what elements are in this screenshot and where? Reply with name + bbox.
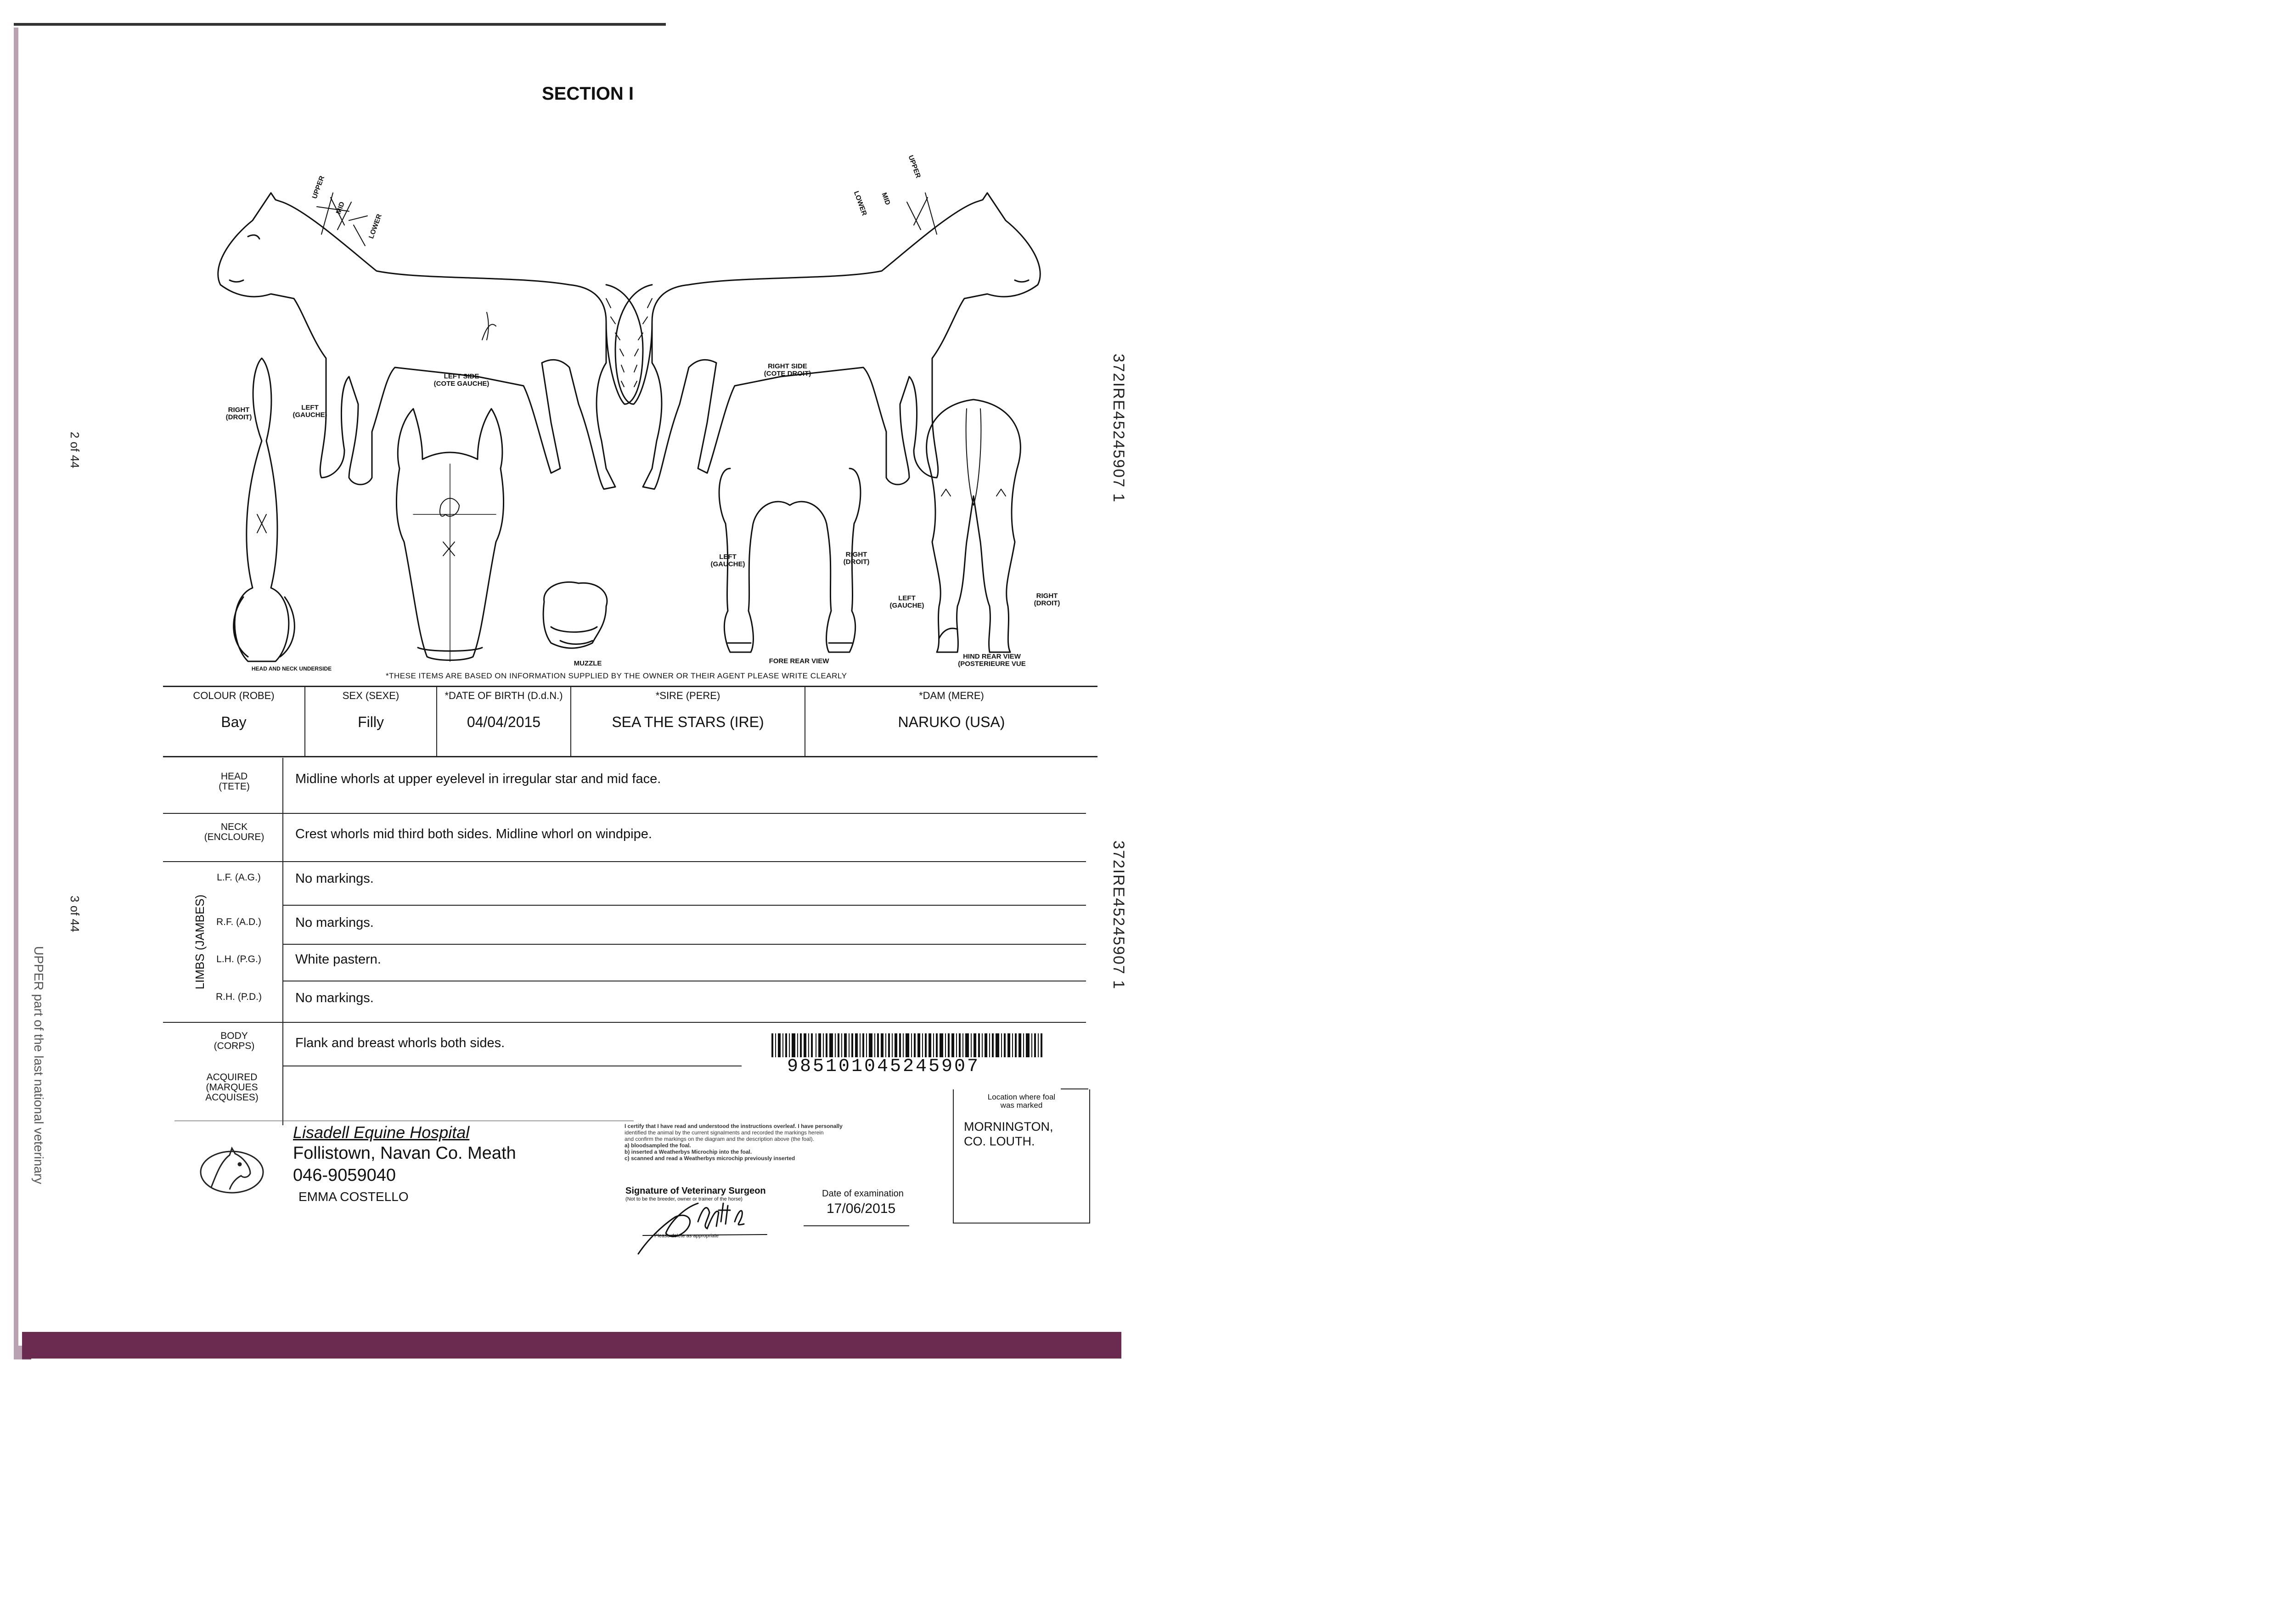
microchip-barcode	[771, 1033, 1042, 1057]
location-value: MORNINGTON, CO. LOUTH.	[964, 1120, 1053, 1148]
limbs-label: LIMBS (JAMBES)	[193, 894, 207, 990]
rh-markings: No markings.	[295, 991, 374, 1005]
cert-line: b) inserted a Weatherbys Microchip into the foal.	[625, 1149, 752, 1155]
fore-right-label: RIGHT (DROIT)	[843, 551, 870, 566]
location-box-top	[1061, 1088, 1088, 1089]
acquired-label: ACQUIRED (MARQUES ACQUISES)	[205, 1072, 259, 1103]
location-label: Location where foal was marked	[987, 1093, 1056, 1110]
dob-value: 04/04/2015	[467, 714, 541, 730]
identity-table	[163, 686, 1097, 757]
sire-label: *SIRE (PERE)	[655, 690, 720, 701]
row-rule	[163, 1022, 1086, 1023]
body-label: BODY (CORPS)	[214, 1031, 255, 1051]
dam-label: *DAM (MERE)	[919, 690, 984, 701]
passport-number-lower: 372IRE45245907 1	[1110, 840, 1127, 990]
muzzle-diagram	[543, 582, 607, 648]
right-side-label: RIGHT SIDE (COTE DROIT)	[764, 362, 811, 378]
vet-name: EMMA COSTELLO	[298, 1190, 409, 1204]
hind-rear-view-label: HIND REAR VIEW (POSTERIEURE VUE	[958, 653, 1026, 668]
head-markings: Midline whorls at upper eyelevel in irregular star and mid face.	[295, 772, 661, 786]
muzzle-label: MUZZLE	[574, 660, 602, 667]
dob-label: *DATE OF BIRTH (D.d.N.)	[445, 690, 563, 701]
hind-right-label: RIGHT (DROIT)	[1034, 592, 1060, 607]
fore-rear-view-label: FORE REAR VIEW	[769, 657, 829, 665]
neck-left-label: LEFT (GAUCHE)	[293, 404, 327, 419]
lh-label: L.H. (P.G.)	[216, 954, 261, 964]
row-rule	[163, 861, 1086, 862]
head-front-diagram	[396, 409, 503, 661]
sire-cell	[571, 687, 805, 756]
rf-markings: No markings.	[295, 915, 374, 930]
owner-info-disclaimer: *THESE ITEMS ARE BASED ON INFORMATION SUPPLIED BY THE OWNER OR THEIR AGENT PLEASE WRITE CLEARLY	[386, 671, 847, 680]
lf-markings: No markings.	[295, 871, 374, 886]
vet-signature	[629, 1190, 776, 1258]
left-side-label: LEFT SIDE (COTE GAUCHE)	[433, 372, 490, 388]
dam-cell	[805, 687, 1097, 756]
neck-underside-diagram	[234, 358, 295, 661]
exam-date: 17/06/2015	[827, 1201, 896, 1216]
microchip-number: 985101045245907	[787, 1056, 980, 1077]
delete-note: Please delete as appropriate	[654, 1233, 719, 1239]
neck-mid-label-right: MID	[880, 192, 892, 206]
frame-bottom-edge	[22, 1332, 1121, 1359]
colour-cell	[163, 687, 305, 756]
underside-label: HEAD AND NECK UNDERSIDE	[251, 665, 332, 672]
left-edge-text: UPPER part of the last national veterinary	[32, 946, 46, 1184]
fore-left-label: LEFT (GAUCHE)	[710, 553, 745, 568]
left-side-horse	[218, 193, 643, 489]
colour-value: Bay	[221, 714, 247, 730]
row-rule	[282, 905, 1086, 906]
row-rule	[282, 944, 1086, 945]
page-number-lower: 3 of 44	[68, 896, 82, 932]
neck-right-label: RIGHT (DROIT)	[225, 406, 252, 421]
location-box	[953, 1089, 1090, 1224]
signature-label: Signature of Veterinary Surgeon	[625, 1186, 766, 1196]
neck-label: NECK (ENCLOURE)	[204, 822, 264, 842]
cert-line: and confirm the markings on the diagram and the description above (the foal).	[625, 1136, 814, 1142]
horse-head-logo	[197, 1144, 266, 1199]
cert-line: c) scanned and read a Weatherbys microchip previously inserted	[625, 1155, 795, 1162]
page-number-upper: 2 of 44	[68, 432, 82, 468]
colour-label: COLOUR (ROBE)	[193, 690, 275, 701]
lh-markings: White pastern.	[295, 952, 381, 967]
neck-upper-label-left: UPPER	[310, 175, 326, 200]
right-side-horse	[615, 193, 1040, 489]
dam-value: NARUKO (USA)	[898, 714, 1005, 730]
neck-markings: Crest whorls mid third both sides. Midline whorl on windpipe.	[295, 827, 652, 841]
neck-mid-label-left: MID	[334, 201, 346, 215]
cert-line: a) bloodsampled the foal.	[625, 1142, 691, 1149]
hind-rear-view-diagram	[927, 400, 1021, 652]
rh-label: R.H. (P.D.)	[216, 992, 262, 1002]
signature-note: (Not to be the breeder, owner or trainer of the horse)	[625, 1196, 743, 1202]
lf-label: L.F. (A.G.)	[217, 872, 261, 883]
certification-text	[625, 1123, 937, 1162]
section-title: SECTION I	[542, 84, 634, 104]
head-label: HEAD (TETE)	[219, 771, 250, 792]
hind-left-label: LEFT (GAUCHE)	[889, 594, 924, 609]
sex-value: Filly	[358, 714, 384, 730]
neck-upper-label-right: UPPER	[906, 154, 923, 180]
passport-number-upper: 372IRE45245907 1	[1110, 354, 1127, 503]
cert-line: identified the animal by the current signalments and recorded the markings herein	[625, 1129, 824, 1136]
sex-label: SEX (SEXE)	[342, 690, 400, 701]
row-rule	[163, 813, 1086, 814]
dob-cell	[437, 687, 571, 756]
neck-lower-label-right: LOWER	[852, 190, 868, 217]
exam-date-rule	[804, 1225, 909, 1226]
neck-lower-label-left: LOWER	[367, 213, 383, 240]
sex-cell	[305, 687, 437, 756]
sire-value: SEA THE STARS (IRE)	[612, 714, 764, 730]
hospital-name: Lisadell Equine Hospital	[293, 1123, 470, 1142]
exam-date-label: Date of examination	[822, 1189, 904, 1199]
body-markings: Flank and breast whorls both sides.	[295, 1036, 505, 1050]
hospital-address: Follistown, Navan Co. Meath	[293, 1144, 516, 1163]
frame-top-edge	[14, 23, 666, 26]
cert-line: I certify that I have read and understood the instructions overleaf. I have personally	[625, 1123, 843, 1129]
hospital-phone: 046-9059040	[293, 1166, 396, 1185]
rf-label: R.F. (A.D.)	[216, 917, 261, 927]
